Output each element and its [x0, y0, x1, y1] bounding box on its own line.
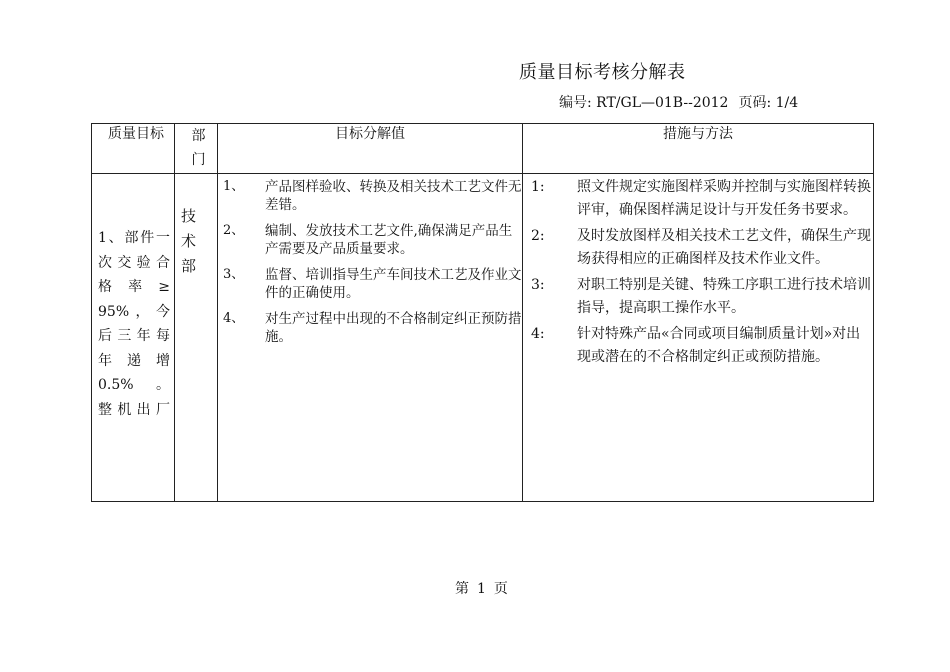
method-text: 对职工特别是关键、特殊工序职工进行技术培训指导，提高职工操作水平。 — [577, 277, 871, 316]
dept-char: 术 — [181, 232, 197, 250]
method-number: 4: — [531, 326, 545, 342]
target-text: 监督、培训指导生产车间技术工艺及作业文件的正确使用。 — [265, 267, 522, 301]
target-text: 产品图样验收、转换及相关技术工艺文件无差错。 — [265, 179, 522, 213]
goal-line: 次交验合 — [98, 254, 170, 271]
target-item — [218, 222, 522, 258]
target-text: 对生产过程中出现的不合格制定纠正预防措施。 — [265, 311, 522, 345]
method-item — [523, 225, 873, 271]
header-dept-line-1: 部 — [191, 128, 206, 144]
method-number: 1: — [531, 179, 545, 195]
document-code: 编号: RT/GL—01B--2012 — [559, 95, 729, 111]
method-text: 针对特殊产品«合同或项目编制质量计划»对出现或潜在的不合格制定纠正或预防措施。 — [577, 326, 861, 365]
dept-cell — [175, 174, 218, 502]
method-text: 及时发放图样及相关技术工艺文件，确保生产现场获得相应的正确图样及技术作业文件。 — [577, 228, 871, 267]
method-number: 3: — [531, 277, 545, 293]
document-code-line — [559, 92, 798, 112]
goal-line: 0.5%。 — [98, 377, 170, 393]
document-title: 质量目标考核分解表 — [519, 62, 686, 83]
footer-prefix: 第 — [455, 581, 469, 597]
header-dept-line-2: 门 — [191, 152, 206, 168]
dept-char: 部 — [181, 257, 197, 275]
method-item — [523, 176, 873, 222]
target-item — [218, 310, 522, 346]
table-header-row — [92, 124, 874, 174]
goal-line: 后三年每 — [98, 328, 170, 344]
target-item — [218, 178, 522, 214]
target-number: 3、 — [223, 267, 245, 282]
method-item — [523, 274, 873, 320]
header-targets: 目标分解值 — [218, 124, 523, 174]
targets-cell — [218, 174, 523, 502]
target-text: 编制、发放技术工艺文件,确保满足产品生产需要及产品质量要求。 — [265, 223, 513, 257]
header-dept — [175, 124, 218, 174]
table-row — [92, 174, 874, 502]
goal-line: 整机出厂 — [98, 401, 170, 418]
goal-line: 年 递 增 — [98, 352, 170, 369]
methods-cell — [523, 174, 874, 502]
page-footer — [455, 578, 508, 598]
target-item — [218, 266, 522, 302]
method-number: 2: — [531, 228, 545, 244]
target-number: 1、 — [223, 179, 245, 194]
header-methods: 措施与方法 — [523, 124, 874, 174]
method-item — [523, 323, 873, 369]
goal-line: 格 率 ≥ — [98, 279, 170, 295]
target-number: 2、 — [223, 223, 245, 238]
dept-char: 技 — [181, 207, 197, 225]
target-number: 4、 — [223, 311, 245, 326]
goal-line: 1、部件一 — [98, 230, 170, 246]
header-goal: 质量目标 — [92, 124, 175, 174]
goal-line: 95%，今 — [98, 303, 170, 320]
page-indicator: 页码: 1/4 — [738, 95, 799, 111]
method-text: 照文件规定实施图样采购并控制与实施图样转换评审，确保图样满足设计与开发任务书要求。 — [577, 179, 871, 218]
quality-target-table — [91, 123, 874, 502]
goal-cell — [92, 174, 175, 502]
footer-suffix: 页 — [493, 581, 508, 597]
footer-page-number: 1 — [477, 581, 486, 597]
